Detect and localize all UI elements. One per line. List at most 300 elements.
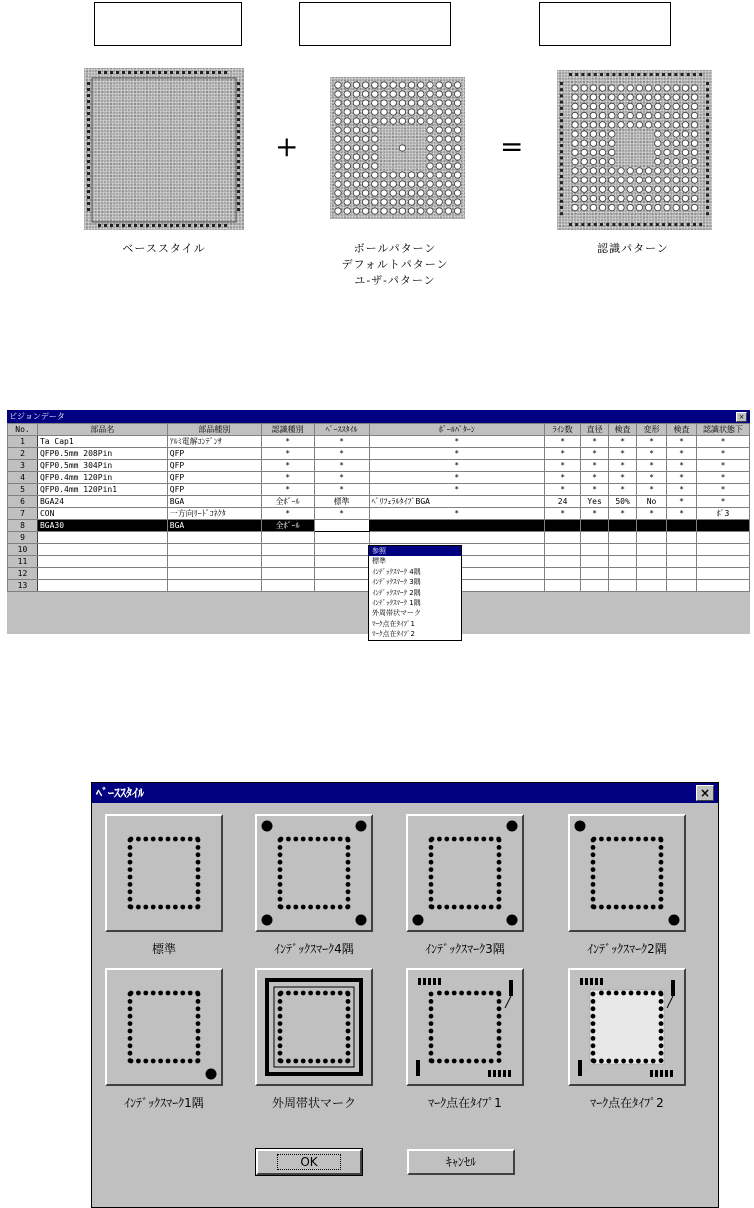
table-cell[interactable]: QFP0.4mm 120Pin1 [37, 484, 167, 496]
table-cell[interactable] [609, 580, 637, 592]
result-ball [572, 103, 578, 109]
pad-dot [128, 845, 133, 850]
result-ball [645, 177, 651, 183]
table-cell[interactable] [581, 580, 609, 592]
table-cell[interactable]: 50% [609, 496, 637, 508]
table-cell[interactable]: QFP [167, 484, 261, 496]
table-cell[interactable]: * [545, 460, 581, 472]
table-cell[interactable]: * [667, 496, 697, 508]
pad-dot [643, 837, 648, 842]
result-pin [699, 73, 702, 76]
pad-dot [128, 1043, 133, 1048]
table-cell[interactable]: * [696, 496, 749, 508]
dropdown-option[interactable]: 外周帯状マーク [372, 609, 421, 618]
table-cell[interactable]: * [609, 436, 637, 448]
pad-dot [636, 837, 641, 842]
table-cell[interactable]: BGA [167, 496, 261, 508]
table-cell[interactable]: ﾍﾟﾘﾌｪﾗﾙﾀｲﾌﾟBGA [369, 496, 545, 508]
table-cell[interactable]: * [609, 460, 637, 472]
pad-dot [330, 905, 335, 910]
table-cell[interactable] [369, 532, 545, 544]
column-header[interactable]: No. [8, 424, 38, 436]
result-pin [560, 144, 563, 147]
base-pin [158, 224, 161, 227]
table-cell[interactable] [167, 532, 261, 544]
ball [335, 109, 341, 115]
column-header[interactable]: 直径 [581, 424, 609, 436]
table-cell[interactable] [545, 532, 581, 544]
table-cell[interactable] [581, 544, 609, 556]
table-cell[interactable]: * [637, 508, 667, 520]
style-button-index-mark-4-corner[interactable] [255, 814, 373, 932]
dropdown-option[interactable]: ﾏｰｸ点在ﾀｲﾌﾟ1 [372, 619, 415, 628]
pad-dot [429, 1014, 434, 1019]
table-cell[interactable]: * [369, 508, 545, 520]
result-ball [609, 131, 615, 137]
scatter-mark [433, 978, 436, 985]
pad-dot [429, 897, 434, 902]
pad-dot [444, 837, 449, 842]
result-pin [560, 156, 563, 159]
style-button-index-mark-2-corner[interactable] [568, 814, 686, 932]
table-cell[interactable]: * [581, 460, 609, 472]
table-cell[interactable]: * [609, 508, 637, 520]
style-button-perimeter-band-mark[interactable] [255, 968, 373, 1086]
table-cell[interactable]: * [637, 472, 667, 484]
table-cell[interactable]: * [581, 472, 609, 484]
table-cell[interactable]: * [696, 484, 749, 496]
table-cell[interactable]: Yes [581, 496, 609, 508]
result-ball [682, 103, 688, 109]
table-cell[interactable] [581, 568, 609, 580]
pad-dot [151, 905, 156, 910]
pad-dot [173, 1059, 178, 1064]
table-cell[interactable] [609, 556, 637, 568]
table-cell[interactable] [637, 580, 667, 592]
index-mark [413, 915, 424, 926]
table-cell[interactable] [637, 568, 667, 580]
table-cell[interactable]: * [637, 460, 667, 472]
table-cell[interactable]: * [667, 436, 697, 448]
table-cell[interactable] [696, 532, 749, 544]
row-number[interactable]: 3 [8, 460, 38, 472]
pad-dot [136, 837, 141, 842]
row-number[interactable]: 5 [8, 484, 38, 496]
result-ball [572, 112, 578, 118]
pad-dot [293, 905, 298, 910]
table-cell[interactable] [314, 580, 369, 592]
row-number[interactable]: 8 [8, 520, 38, 532]
table-cell[interactable] [261, 580, 314, 592]
pad-dot [659, 1014, 664, 1019]
table-cell[interactable]: * [637, 436, 667, 448]
pad-dot [166, 905, 171, 910]
table-cell[interactable]: * [314, 460, 369, 472]
table-cell[interactable]: * [261, 484, 314, 496]
table-cell[interactable]: ﾎﾞ3 [696, 508, 749, 520]
table-cell[interactable] [637, 532, 667, 544]
table-cell[interactable] [667, 580, 697, 592]
table-cell[interactable]: * [261, 436, 314, 448]
table-cell[interactable] [609, 520, 637, 532]
scatter-mark [508, 1070, 511, 1077]
table-cell[interactable] [314, 568, 369, 580]
ball [408, 100, 414, 106]
dropdown-option[interactable]: ｲﾝﾃﾞｯｸｽﾏｰｸ 2隅 [372, 588, 421, 597]
result-ball [691, 195, 697, 201]
table-cell[interactable]: * [667, 484, 697, 496]
table-cell[interactable] [696, 544, 749, 556]
result-ball [599, 131, 605, 137]
column-header[interactable]: 部品名 [37, 424, 167, 436]
table-cell[interactable] [667, 556, 697, 568]
table-cell[interactable]: 24 [545, 496, 581, 508]
table-cell[interactable] [667, 532, 697, 544]
table-cell[interactable]: No [637, 496, 667, 508]
table-row[interactable] [8, 436, 750, 448]
table-cell[interactable]: * [545, 436, 581, 448]
table-cell[interactable]: * [581, 436, 609, 448]
table-cell[interactable]: * [609, 472, 637, 484]
table-cell[interactable]: BGA30 [37, 520, 167, 532]
base-pin [87, 124, 90, 127]
result-ball [599, 122, 605, 128]
row-number[interactable]: 11 [8, 556, 38, 568]
table-cell[interactable] [667, 520, 697, 532]
table-cell[interactable]: 標準 [314, 496, 369, 508]
table-cell[interactable] [167, 580, 261, 592]
index-mark [262, 915, 273, 926]
column-header[interactable]: 部品種別 [167, 424, 261, 436]
pad-dot [643, 991, 648, 996]
table-row[interactable] [8, 508, 750, 520]
table-cell[interactable]: * [545, 472, 581, 484]
ball [381, 172, 387, 178]
table-cell[interactable] [314, 544, 369, 556]
ball [427, 181, 433, 187]
ball [408, 172, 414, 178]
table-row[interactable] [8, 496, 750, 508]
table-cell[interactable] [667, 544, 697, 556]
row-number[interactable]: 4 [8, 472, 38, 484]
table-cell[interactable]: * [314, 436, 369, 448]
table-cell[interactable]: 全ﾎﾞｰﾙ [261, 496, 314, 508]
table-cell[interactable] [637, 520, 667, 532]
pad-dot [659, 1043, 664, 1048]
base-pin [176, 224, 179, 227]
ball [372, 208, 378, 214]
ball [399, 109, 405, 115]
table-cell[interactable]: * [369, 460, 545, 472]
base-pin [87, 112, 90, 115]
table-cell[interactable]: * [609, 484, 637, 496]
row-number[interactable]: 7 [8, 508, 38, 520]
row-number[interactable]: 6 [8, 496, 38, 508]
table-cell[interactable] [581, 556, 609, 568]
ball [399, 190, 405, 196]
table-cell[interactable] [261, 544, 314, 556]
table-row[interactable] [8, 484, 750, 496]
row-number[interactable]: 12 [8, 568, 38, 580]
table-cell[interactable]: * [261, 472, 314, 484]
table-cell[interactable]: * [314, 508, 369, 520]
style-label-scattered-mark-type2: ﾏｰｸ点在ﾀｲﾌﾟ2 [590, 1096, 664, 1110]
table-cell[interactable]: * [314, 484, 369, 496]
pad-dot [489, 991, 494, 996]
row-number[interactable]: 1 [8, 436, 38, 448]
table-cell[interactable] [261, 556, 314, 568]
base-pin [206, 224, 209, 227]
column-header[interactable]: 認識種別 [261, 424, 314, 436]
table-cell[interactable] [696, 568, 749, 580]
base-pin [87, 190, 90, 193]
pad-dot [345, 991, 350, 996]
table-cell[interactable]: QFP0.5mm 208Pin [37, 448, 167, 460]
table-row[interactable] [8, 532, 750, 544]
result-ball [655, 112, 661, 118]
pad-dot [474, 991, 479, 996]
column-header[interactable]: ﾍﾞｰｽｽﾀｲﾙ [314, 424, 369, 436]
table-cell[interactable] [609, 544, 637, 556]
table-cell[interactable]: QFP [167, 472, 261, 484]
base-style-dropdown[interactable] [368, 545, 462, 641]
table-cell[interactable] [545, 556, 581, 568]
table-cell[interactable]: * [369, 484, 545, 496]
table-cell[interactable]: * [369, 448, 545, 460]
pad-dot [474, 905, 479, 910]
table-cell[interactable] [261, 532, 314, 544]
table-cell[interactable]: * [261, 508, 314, 520]
base-pin [237, 142, 240, 145]
table-cell[interactable]: * [696, 448, 749, 460]
table-cell[interactable]: * [545, 448, 581, 460]
table-cell[interactable]: * [581, 484, 609, 496]
result-ball [691, 149, 697, 155]
result-ball [664, 140, 670, 146]
table-cell[interactable] [314, 532, 369, 544]
result-pin [560, 181, 563, 184]
table-cell[interactable]: ｱﾙﾐ電解ｺﾝﾃﾞﾝｻ [167, 436, 261, 448]
ball [353, 154, 359, 160]
table-cell[interactable] [369, 520, 545, 532]
ball [436, 172, 442, 178]
row-number[interactable]: 2 [8, 448, 38, 460]
cancel-button[interactable] [407, 1149, 515, 1175]
index-mark [507, 915, 518, 926]
ball [408, 181, 414, 187]
table-cell[interactable]: CON [37, 508, 167, 520]
pad-dot [158, 905, 163, 910]
table-cell[interactable] [609, 532, 637, 544]
table-cell[interactable] [581, 532, 609, 544]
result-pin [706, 125, 709, 128]
table-cell[interactable]: * [314, 448, 369, 460]
pad-dot [591, 999, 596, 1004]
pad-dot [286, 837, 291, 842]
scatter-mark-lead [667, 996, 673, 1008]
pad-dot [497, 897, 502, 902]
dropdown-option[interactable]: 標準 [372, 557, 386, 566]
table-cell[interactable]: * [369, 436, 545, 448]
table-cell[interactable] [545, 544, 581, 556]
table-cell[interactable] [167, 556, 261, 568]
table-cell[interactable] [581, 520, 609, 532]
table-cell[interactable]: * [696, 460, 749, 472]
table-cell[interactable]: BGA24 [37, 496, 167, 508]
table-cell[interactable] [37, 580, 167, 592]
row-number[interactable]: 9 [8, 532, 38, 544]
table-cell[interactable] [314, 556, 369, 568]
dropdown-option[interactable]: 参照 [369, 546, 461, 556]
pad-dot [591, 1043, 596, 1048]
dropdown-option[interactable]: ｲﾝﾃﾞｯｸｽﾏｰｸ 1隅 [372, 599, 421, 608]
table-cell[interactable] [545, 568, 581, 580]
scatter-mark [488, 1070, 491, 1077]
column-header[interactable]: ﾗｲﾝ数 [545, 424, 581, 436]
close-icon[interactable]: × [736, 412, 747, 422]
pad-dot [497, 867, 502, 872]
row-number[interactable]: 10 [8, 544, 38, 556]
table-cell[interactable] [37, 532, 167, 544]
pad-dot [128, 1029, 133, 1034]
ball [427, 136, 433, 142]
table-row[interactable] [8, 472, 750, 484]
close-icon[interactable]: × [696, 785, 714, 801]
pad-dot [128, 1006, 133, 1011]
table-cell[interactable] [261, 568, 314, 580]
style-button-standard[interactable] [105, 814, 223, 932]
column-header[interactable]: 認識状態下 [696, 424, 749, 436]
table-cell[interactable] [167, 544, 261, 556]
result-pin [706, 175, 709, 178]
table-cell[interactable]: QFP [167, 460, 261, 472]
vision-data-titlebar [7, 410, 750, 423]
table-cell[interactable]: * [696, 472, 749, 484]
pad-dot [278, 1036, 283, 1041]
ball [408, 190, 414, 196]
table-cell[interactable]: * [545, 508, 581, 520]
pad-dot [591, 897, 596, 902]
table-cell[interactable]: Ta Cap1 [37, 436, 167, 448]
table-cell[interactable]: * [637, 484, 667, 496]
table-cell[interactable]: * [261, 460, 314, 472]
ball [436, 199, 442, 205]
base-pin [98, 224, 101, 227]
style-button-scattered-mark-type2[interactable] [568, 968, 686, 1086]
style-button-index-mark-1-corner[interactable] [105, 968, 223, 1086]
ball [353, 163, 359, 169]
table-row[interactable] [8, 460, 750, 472]
table-cell[interactable]: * [261, 448, 314, 460]
result-pin [643, 223, 646, 226]
table-cell[interactable] [637, 556, 667, 568]
table-cell[interactable] [609, 568, 637, 580]
result-pin [560, 88, 563, 91]
table-cell[interactable] [545, 520, 581, 532]
ball [353, 190, 359, 196]
base-pin [212, 71, 215, 74]
table-cell[interactable] [696, 520, 749, 532]
table-cell[interactable]: QFP0.4mm 120Pin [37, 472, 167, 484]
style-button-index-mark-3-corner[interactable] [406, 814, 524, 932]
table-cell[interactable]: BGA [167, 520, 261, 532]
ok-button[interactable] [256, 1149, 362, 1175]
dropdown-option[interactable]: ｲﾝﾃﾞｯｸｽﾏｰｸ 3隅 [372, 578, 421, 587]
dropdown-option[interactable]: ﾏｰｸ点在ﾀｲﾌﾟ2 [372, 630, 415, 639]
table-cell[interactable] [696, 556, 749, 568]
pad-dot [621, 991, 626, 996]
result-ball [655, 177, 661, 183]
pad-dot [629, 1059, 634, 1064]
style-button-scattered-mark-type1[interactable] [406, 968, 524, 1086]
pad-dot [497, 889, 502, 894]
result-ball [609, 186, 615, 192]
pad-dot [346, 1021, 351, 1026]
table-cell[interactable] [667, 568, 697, 580]
result-ball [664, 103, 670, 109]
table-cell[interactable]: * [314, 472, 369, 484]
result-ball [618, 168, 624, 174]
table-cell[interactable]: * [609, 448, 637, 460]
result-ball [636, 94, 642, 100]
table-cell[interactable]: * [667, 448, 697, 460]
result-pin [560, 82, 563, 85]
table-cell[interactable] [637, 544, 667, 556]
column-header[interactable]: 検査 [667, 424, 697, 436]
table-cell[interactable] [545, 580, 581, 592]
table-cell[interactable]: * [369, 472, 545, 484]
table-cell[interactable] [37, 556, 167, 568]
pad-dot [591, 1058, 596, 1063]
dropdown-option[interactable]: ｲﾝﾃﾞｯｸｽﾏｰｸ 4隅 [372, 567, 421, 576]
table-cell[interactable]: * [667, 508, 697, 520]
table-cell[interactable] [37, 544, 167, 556]
pad-dot [330, 1059, 335, 1064]
result-ball [627, 112, 633, 118]
pad-dot [651, 1059, 656, 1064]
table-cell[interactable]: * [637, 448, 667, 460]
table-cell[interactable] [314, 520, 369, 532]
index-mark [206, 1069, 217, 1080]
pad-dot [278, 1029, 283, 1034]
pad-dot [474, 1059, 479, 1064]
table-cell[interactable]: * [545, 484, 581, 496]
ball [445, 208, 451, 214]
result-ball [590, 168, 596, 174]
result-ball [636, 85, 642, 91]
column-header[interactable]: ﾎﾞｰﾙﾊﾟﾀｰﾝ [369, 424, 545, 436]
table-row[interactable] [8, 448, 750, 460]
table-cell[interactable] [37, 568, 167, 580]
table-cell[interactable] [696, 580, 749, 592]
table-cell[interactable] [167, 568, 261, 580]
pad-dot [346, 1036, 351, 1041]
table-cell[interactable]: * [667, 460, 697, 472]
row-number[interactable]: 13 [8, 580, 38, 592]
table-cell[interactable]: QFP0.5mm 304Pin [37, 460, 167, 472]
column-header[interactable]: 変形 [637, 424, 667, 436]
table-cell[interactable]: * [667, 472, 697, 484]
table-cell[interactable]: 一方向ﾘｰﾄﾞｺﾈｸﾀ [167, 508, 261, 520]
table-cell[interactable]: QFP [167, 448, 261, 460]
table-row[interactable] [8, 520, 750, 532]
column-header[interactable]: 検査 [609, 424, 637, 436]
table-cell[interactable]: * [581, 508, 609, 520]
pad-dot [497, 999, 502, 1004]
table-cell[interactable]: 全ﾎﾞｰﾙ [261, 520, 314, 532]
table-cell[interactable]: * [581, 448, 609, 460]
table-cell[interactable]: * [696, 436, 749, 448]
